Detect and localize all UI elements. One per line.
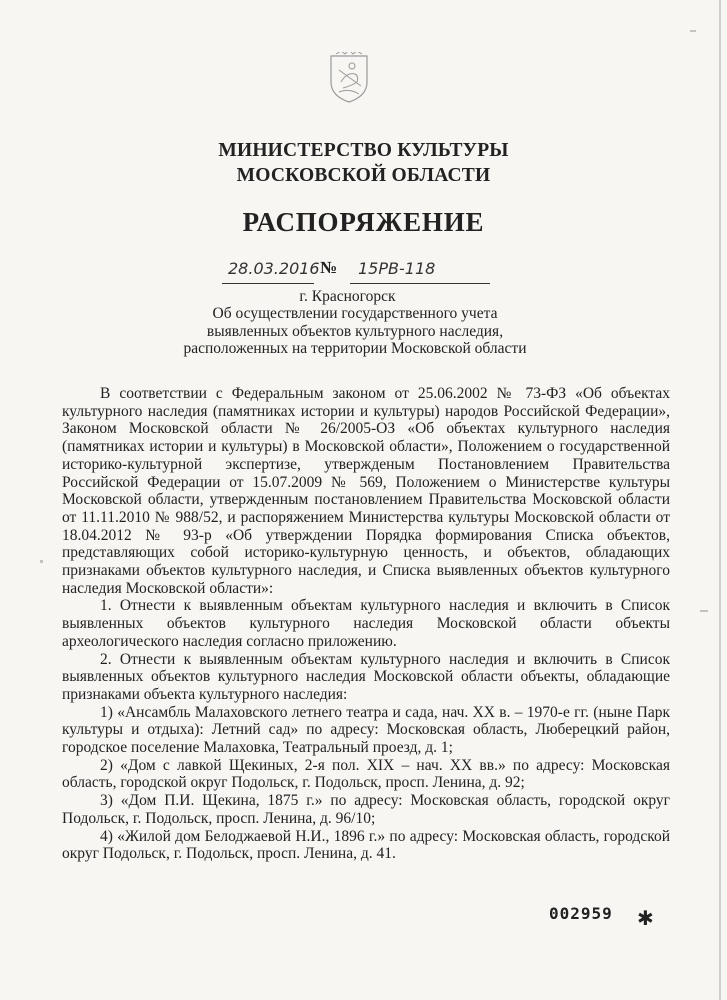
ministry-name bbox=[0, 138, 727, 188]
ministry-line-2: МОСКОВСКОЙ ОБЛАСТИ bbox=[236, 165, 491, 186]
city: г. Красногорск bbox=[299, 288, 396, 305]
scan-speck bbox=[700, 610, 708, 612]
document-body bbox=[62, 385, 670, 863]
scan-speck bbox=[690, 30, 696, 32]
asterisk-mark: ✱ bbox=[637, 908, 654, 930]
object-item-1: 1) «Ансамбль Малаховского летнего театра и сада, нач. XX в. – 1970-е гг. (ныне Парк культуры и отдыха): Летний сад» по адресу: Московская область, Люберецкий район, городское поселение Малаховка, Театральный проезд, д. 1; bbox=[62, 703, 670, 757]
number-sign: № bbox=[320, 258, 338, 277]
subject-line-3: расположенных на территории Московской области bbox=[183, 340, 527, 357]
moscow-region-coat-of-arms-icon bbox=[327, 52, 371, 104]
scan-edge-shadow bbox=[719, 0, 721, 1000]
clause-2: 2. Отнести к выявленным объектам культурного наследия и включить в Список выявленных объектов культурного наследия Московской области объекты, обладающие признаками объекта культурного наследия: bbox=[62, 650, 670, 703]
clause-1: 1. Отнести к выявленным объектам культурного наследия и включить в Список выявленных объектов культурного наследия Московской области объекты археологического наследия согласно приложению. bbox=[62, 597, 670, 650]
serial-number-stamp: 002959 bbox=[549, 904, 613, 923]
scan-speck bbox=[40, 560, 43, 563]
subject-line-2: выявленных объектов культурного наследия, bbox=[206, 322, 504, 340]
document-subject bbox=[150, 305, 560, 358]
object-item-3: 3) «Дом П.И. Щекина, 1875 г.» по адресу: Московская область, городской округ Подольск, г. Подольск, просп. Ленина, д. 96/10; bbox=[62, 792, 670, 827]
ministry-line-1: МИНИСТЕРСТВО КУЛЬТУРЫ bbox=[218, 140, 509, 161]
document-type-title: РАСПОРЯЖЕНИЕ bbox=[242, 207, 485, 237]
registration-number: 15РВ-118 bbox=[358, 259, 436, 278]
registration-date: 28.03.2016 bbox=[228, 259, 320, 278]
number-underline bbox=[350, 283, 490, 284]
subject-line-1: Об осуществлении государственного учета bbox=[212, 305, 498, 322]
registration-line bbox=[222, 259, 492, 289]
date-underline bbox=[222, 283, 314, 284]
preamble-paragraph: В соответствии с Федеральным законом от 25.06.2002 № 73-ФЗ «Об объектах культурного наследия (памятниках истории и культуры) народов Российской Федерации», Законом Московской области № 26/2005-ОЗ «Об объектах культурного наследия (памятниках истории и культуры) в Московской области», Положением о государственной историко-культурной экспертизе, утвержденым Постановлением Правительства Российской Федерации от 15.07.2009 № 569, Положением о Министерстве культуры Московской области, утвержденным постановлением Правительства Московской области от 11.11.2010 № 988/52, и распоряжением Министерства культуры Московской области от 18.04.2012 № 93-р «Об утверждении Порядка формирования Списка объектов, представляющих собой историко-культурную ценность, и объектов, обладающих признаками объектов культурного наследия, и Списка выявленных объектов культурного наследия Московской области»: bbox=[62, 385, 670, 597]
object-item-4: 4) «Жилой дом Белоджаевой Н.И., 1896 г.» по адресу: Московская область, городской округ Подольск, г. Подольск, просп. Ленина, д. 41. bbox=[62, 827, 670, 863]
object-item-2: 2) «Дом с лавкой Щекиных, 2-я пол. XIX – нач. XX вв.» по адресу: Московская область, городской округ Подольск, г. Подольск, просп. Ленина, д. 92; bbox=[62, 756, 670, 792]
